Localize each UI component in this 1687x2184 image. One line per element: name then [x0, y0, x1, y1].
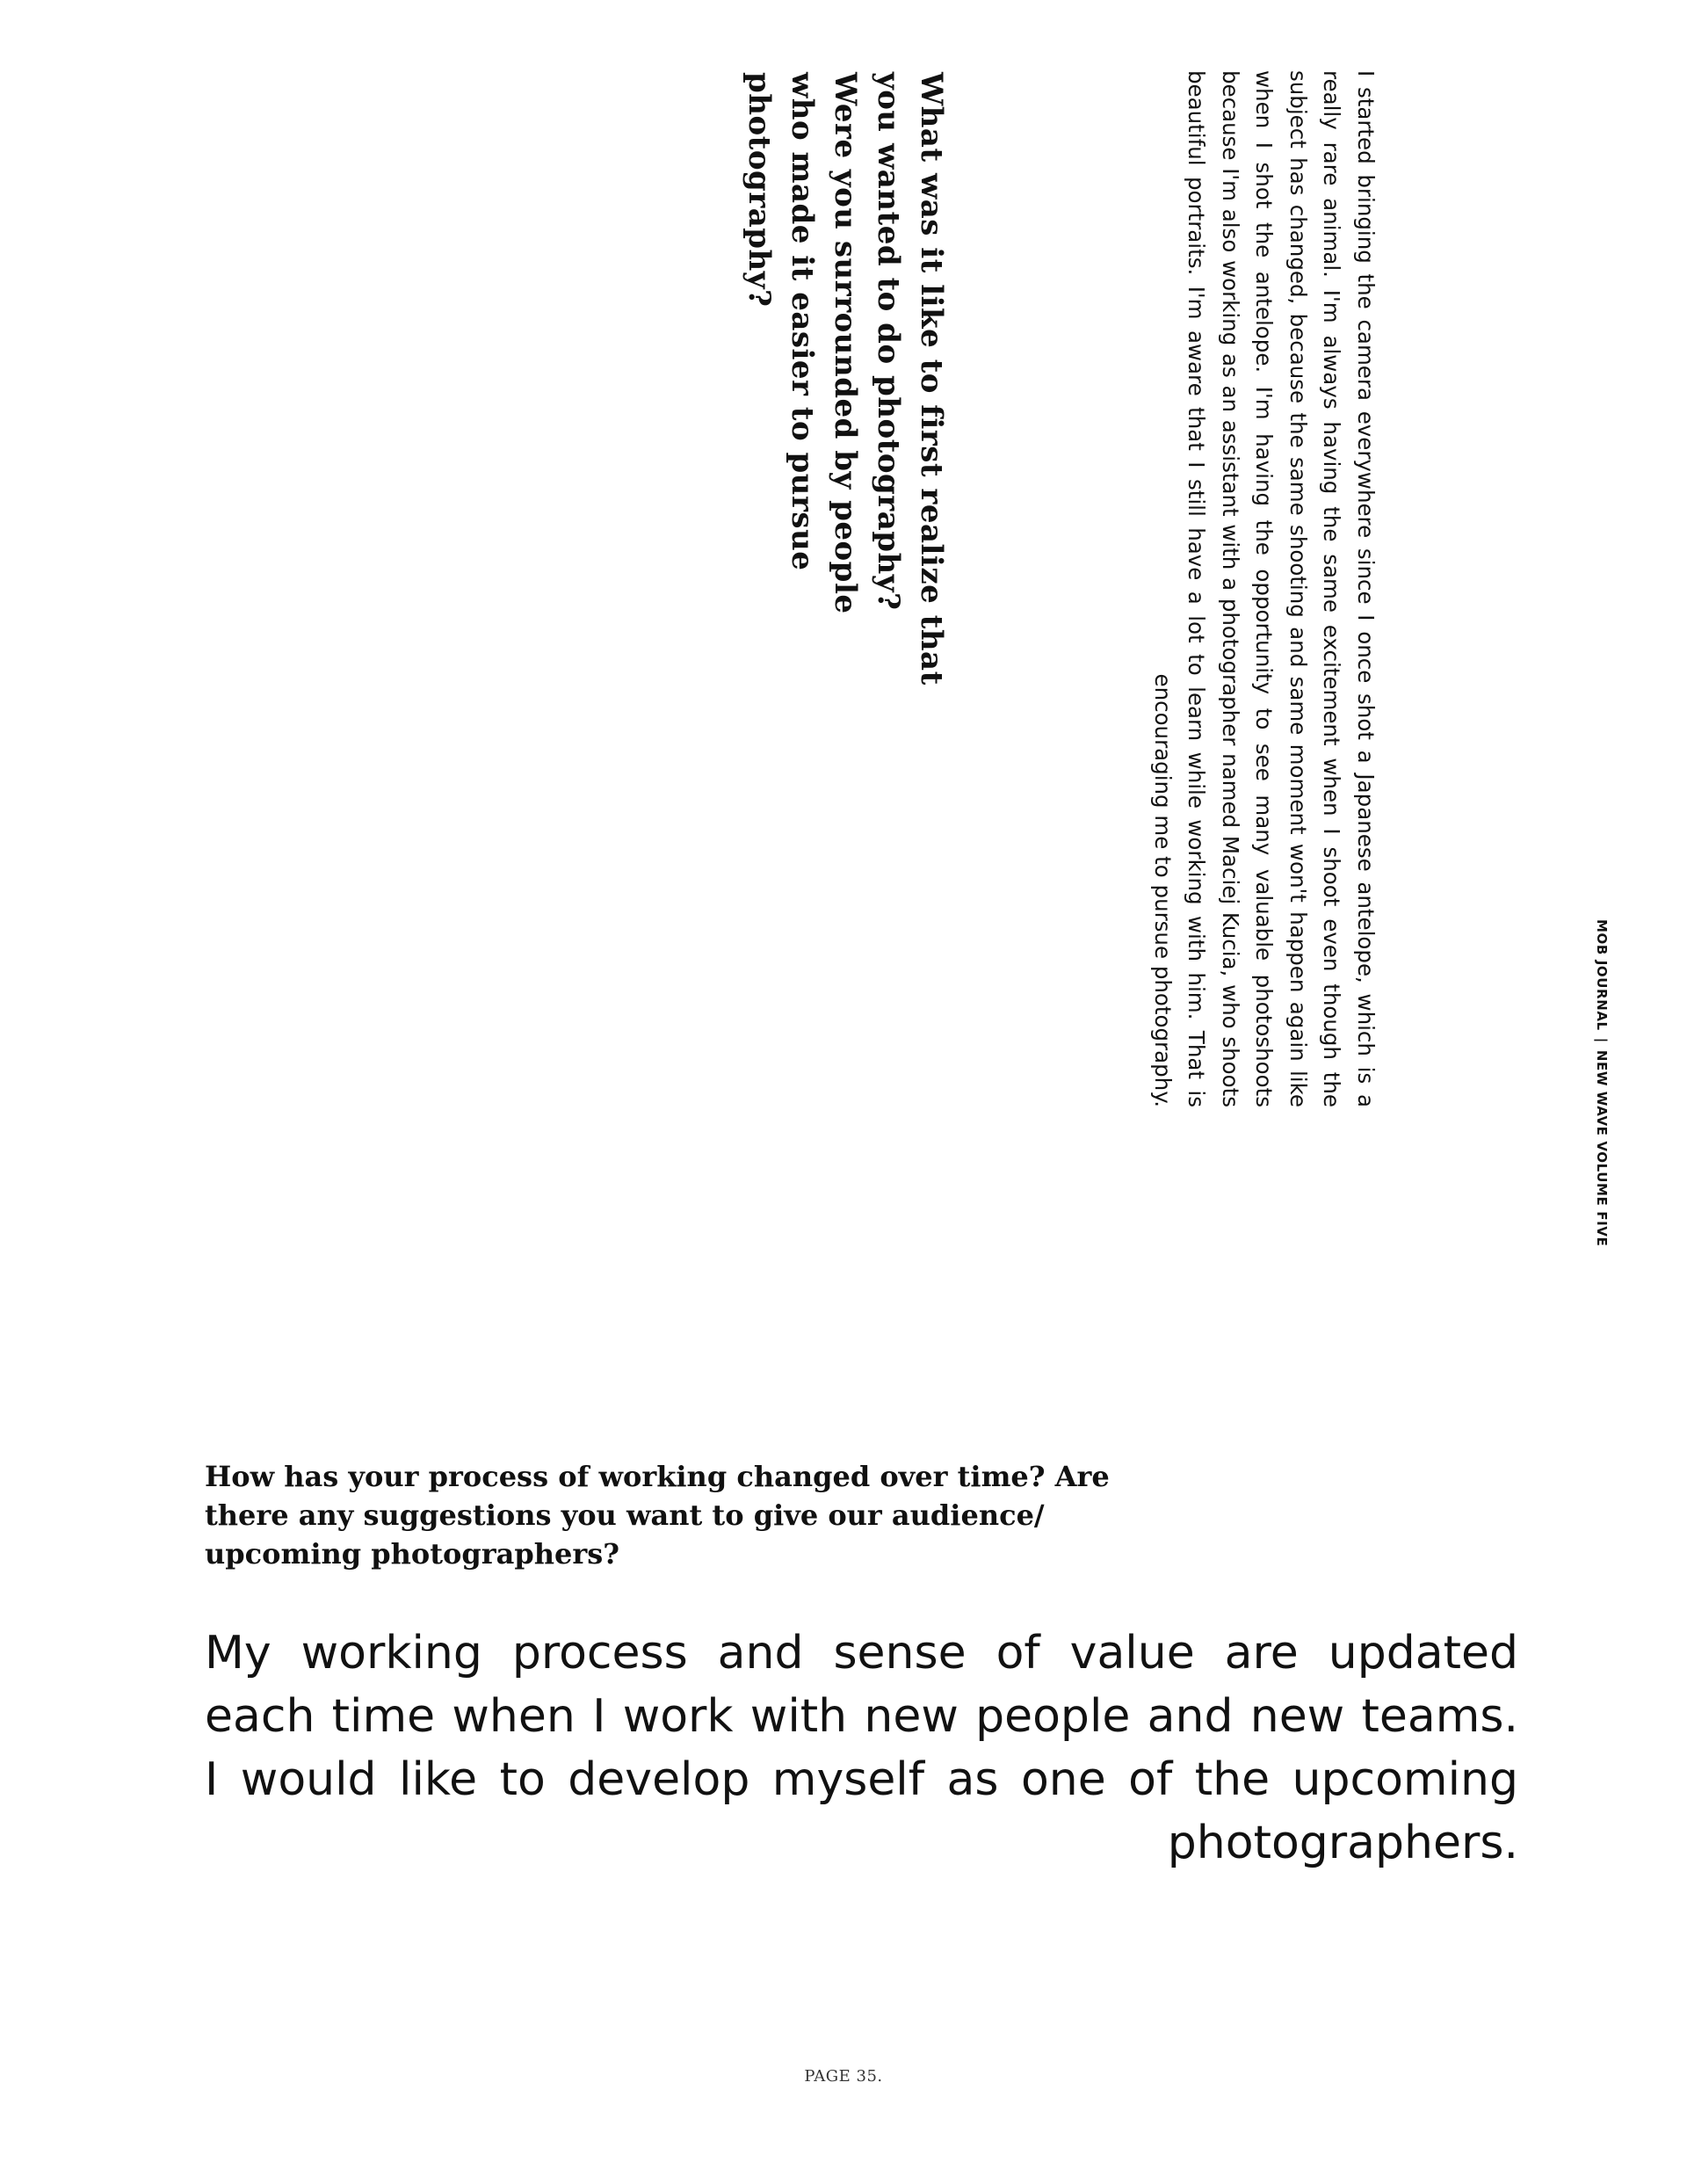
volume-name: NEW WAVE VOLUME FIVE — [1594, 1049, 1610, 1247]
journal-name: MOB JOURNAL — [1594, 919, 1610, 1031]
header-separator: | — [1594, 1037, 1610, 1043]
interview-answer-2: My working process and sense of value are updated each time when I work with new people and new teams. I would like to develop myself as one of the upcoming photographers. — [205, 1627, 1518, 1869]
page-number: PAGE 35. — [804, 2067, 883, 2086]
interview-question-2: How has your process of working changed over time? Are there any suggestions you want to give our audience/ upcoming photographers? — [205, 1460, 1110, 1571]
running-header — [1594, 919, 1610, 1271]
interview-question-1: What was it like to first realize that you wanted to do photography? Were you surrounded by people who made it easier to pursue photography? — [742, 72, 949, 686]
interview-answer-1: I started bringing the camera everywhere since I once shot a Japanese antelope, which is a really rare animal. I'm always having the same excitement when I shoot even though the subject has changed, because the same shooting and same moment won't happen again like when I shot the antelope. I'm having the opportunity to see many valuable photoshoots because I'm also working as an assistant with a photographer named Maciej Kucia, who shoots beautiful portraits. I'm aware that I still have a lot to learn while working with him. That is encouraging me to pursue photography. — [1150, 70, 1379, 1107]
